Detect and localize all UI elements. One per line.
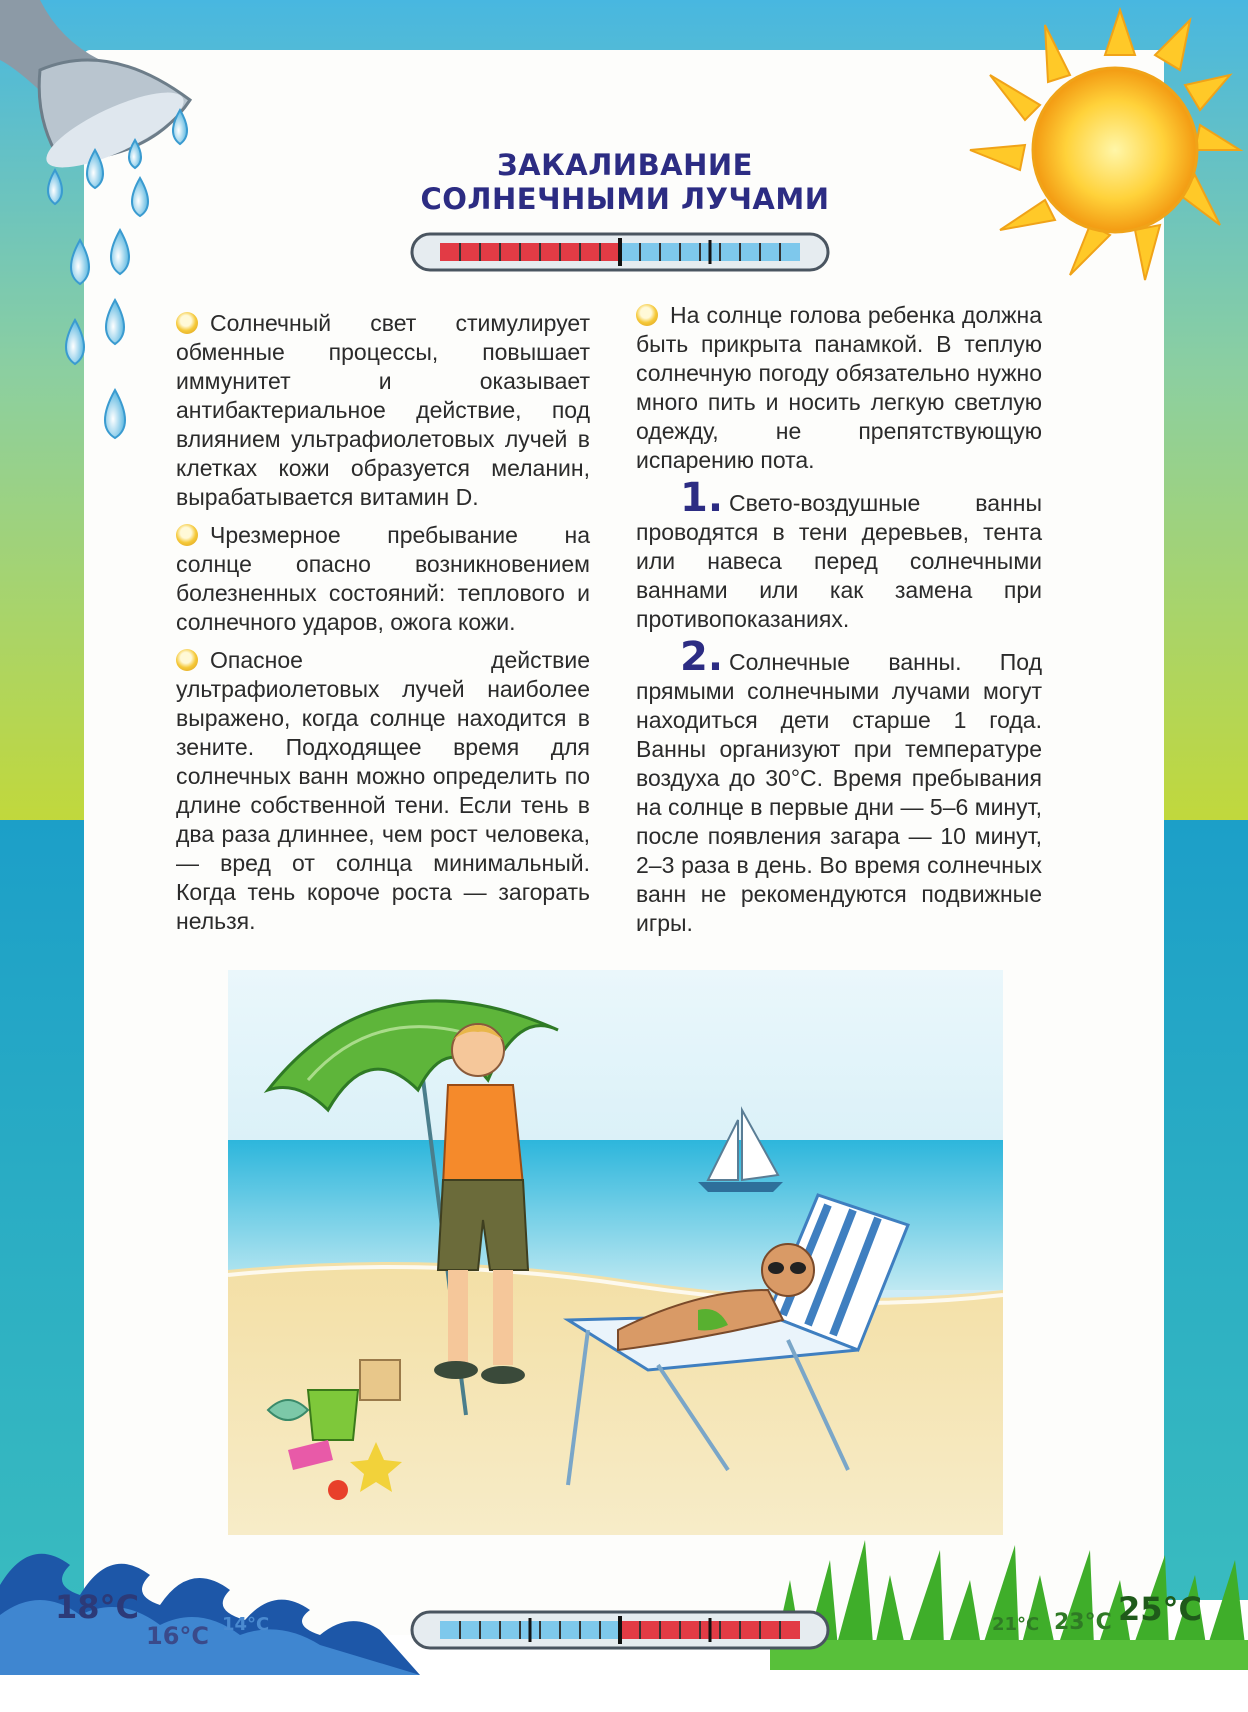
temp-label: 23°C — [1054, 1610, 1112, 1635]
numbered-item: 1. Свето-воздушные ванны проводятся в тени деревьев, тента или навеса перед солнечными ваннами или как замена при противопоказаниях. — [636, 475, 1042, 632]
temp-label: 16°C — [146, 1622, 210, 1650]
item-number: 2. — [680, 634, 724, 680]
temp-label: 14°C — [222, 1614, 270, 1635]
sun-icon — [930, 0, 1248, 300]
title-line-1: ЗАКАЛИВАНИЕ — [497, 148, 753, 182]
title-line-2: СОЛНЕЧНЫМИ ЛУЧАМИ — [420, 182, 830, 216]
sun-bullet-icon — [636, 304, 658, 326]
sun-bullet-icon — [176, 312, 198, 334]
paragraph: Чрезмерное пребывание на солнце опасно возникновением болезненных состояний: теплового и солнечного ударов, ожога кожи. — [176, 522, 590, 635]
paragraph: На солнце голова ребенка должна быть прикрыта панамкой. В теплую солнечную погоду обязательно нужно много пить и носить легкую светлую одежду, не препятствующую испарению пота. — [636, 302, 1042, 473]
paragraph: Солнечный свет стимулирует обменные процессы, повышает иммунитет и оказывает антибактериальное действие, под влиянием ультрафиолетовых лучей в клетках кожи образуется меланин, вырабатывается витамин D. — [176, 310, 590, 510]
thermometer-icon — [410, 232, 830, 272]
temp-label: 21°C — [992, 1614, 1040, 1635]
sun-bullet-icon — [176, 524, 198, 546]
thermometer-icon — [410, 1610, 830, 1650]
temp-label: 18°C — [55, 1588, 140, 1626]
right-column — [636, 301, 1042, 947]
beach-illustration — [228, 970, 1003, 1535]
item-number: 1. — [680, 475, 724, 521]
paragraph: Опасное действие ультрафиолетовых лучей наиболее выражено, когда солнце находится в зените. Подходящее время для солнечных ванн можно определить по длине собственной тени. Если тень в два раза длиннее, чем рост человека, — вред от солнца минимальный. Когда тень короче роста — загорать нельзя. — [176, 647, 590, 934]
numbered-item: 2. Солнечные ванны. Под прямыми солнечными лучами могут находиться дети старше 1 года. Ванны организуют при температуре воздуха до 30°С. Время пребывания на солнце в первые дни — 5–6 минут, после появления загара — 10 минут, 2–3 раза в день. Во время солнечных ванн не рекомендуются подвижные игры. — [636, 634, 1042, 936]
sun-bullet-icon — [176, 649, 198, 671]
temp-label: 25°C — [1118, 1590, 1203, 1628]
page-title — [380, 148, 870, 216]
left-column — [176, 309, 590, 945]
